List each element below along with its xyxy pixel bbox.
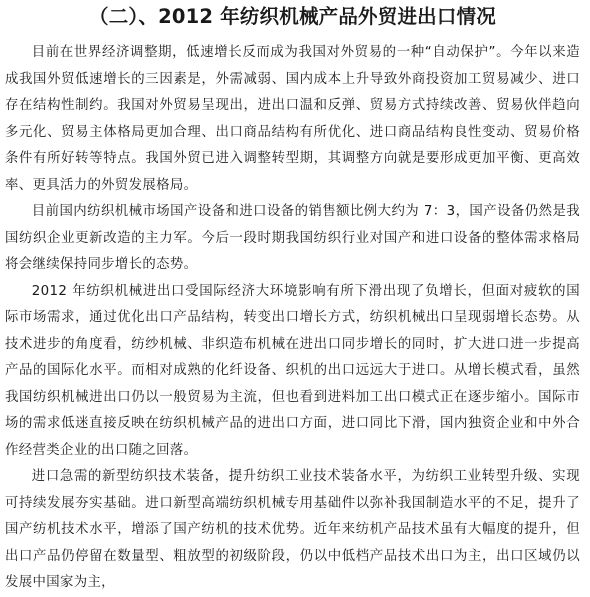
section-heading: （二）、2012 年纺织机械产品外贸进出口情况 — [89, 5, 496, 28]
paragraph-domestic-market-ratio: 目前国内纺织机械市场国产设备和进口设备的销售额比例大约为 7：3，国产设备仍然是我国纺织企业更新改造的主力军。今后一段时期我国纺织行业对国产和进口设备的整体需求格局将会继续保持同步增长的态势。 — [5, 204, 580, 272]
paragraph-foreign-trade-overview: 目前在世界经济调整期，低速增长反而成为我国对外贸易的一种“自动保护”。今年以来造成我国外贸低速增长的三因素是，外需减弱、国内成本上升导致外商投资加工贸易减少、进口存在结构性制约。我国对外贸易呈现出，进出口温和反弹、贸易方式持续改善、贸易伙伴趋向多元化、贸易主体格局更加合理、出口商品结构有所优化、进口商品结构良性变动、贸易价格条件有所好转等特点。我国外贸已进入调整转型期，其调整方向就是要形成更加平衡、更高效率、更具活力的外贸发展格局。 — [5, 45, 580, 193]
paragraph-import-equipment: 进口急需的新型纺织技术装备，提升纺织工业技术装备水平，为纺织工业转型升级、实现可持续发展夯实基础。进口新型高端纺织机械专用基础件以弥补我国制造水平的不足，提升了国产纺机技术水平，增添了国产纺机的技术优势。近年来纺机产品技术虽有大幅度的提升，但出口产品仍停留在数量型、粗放型的初级阶段，仍以中低档产品技术出口为主，出口区域仍以发展中国家为主， — [5, 469, 580, 590]
paragraph-2012-import-export: 2012 年纺织机械进出口受国际经济大环境影响有所下滑出现了负增长，但面对疲软的国际市场需求，通过优化出口产品结构，转变出口增长方式，纺织机械出口呈现弱增长态势。从技术进步的角度看，纺纱机械、非织造布机械在进出口同步增长的同时，扩大进口进一步提高产品的国际化水平。而相对成熟的化纤设备、织机的出口远远大于进口。从增长模式看，虽然我国纺织机械进出口仍以一般贸易为主流，但也看到进料加工出口模式正在逐步缩小。国际市场的需求低迷直接反映在纺织机械产品的进出口方面，进口同比下滑，国内独资企业和中外合作经营类企业的出口随之回落。 — [5, 283, 580, 458]
